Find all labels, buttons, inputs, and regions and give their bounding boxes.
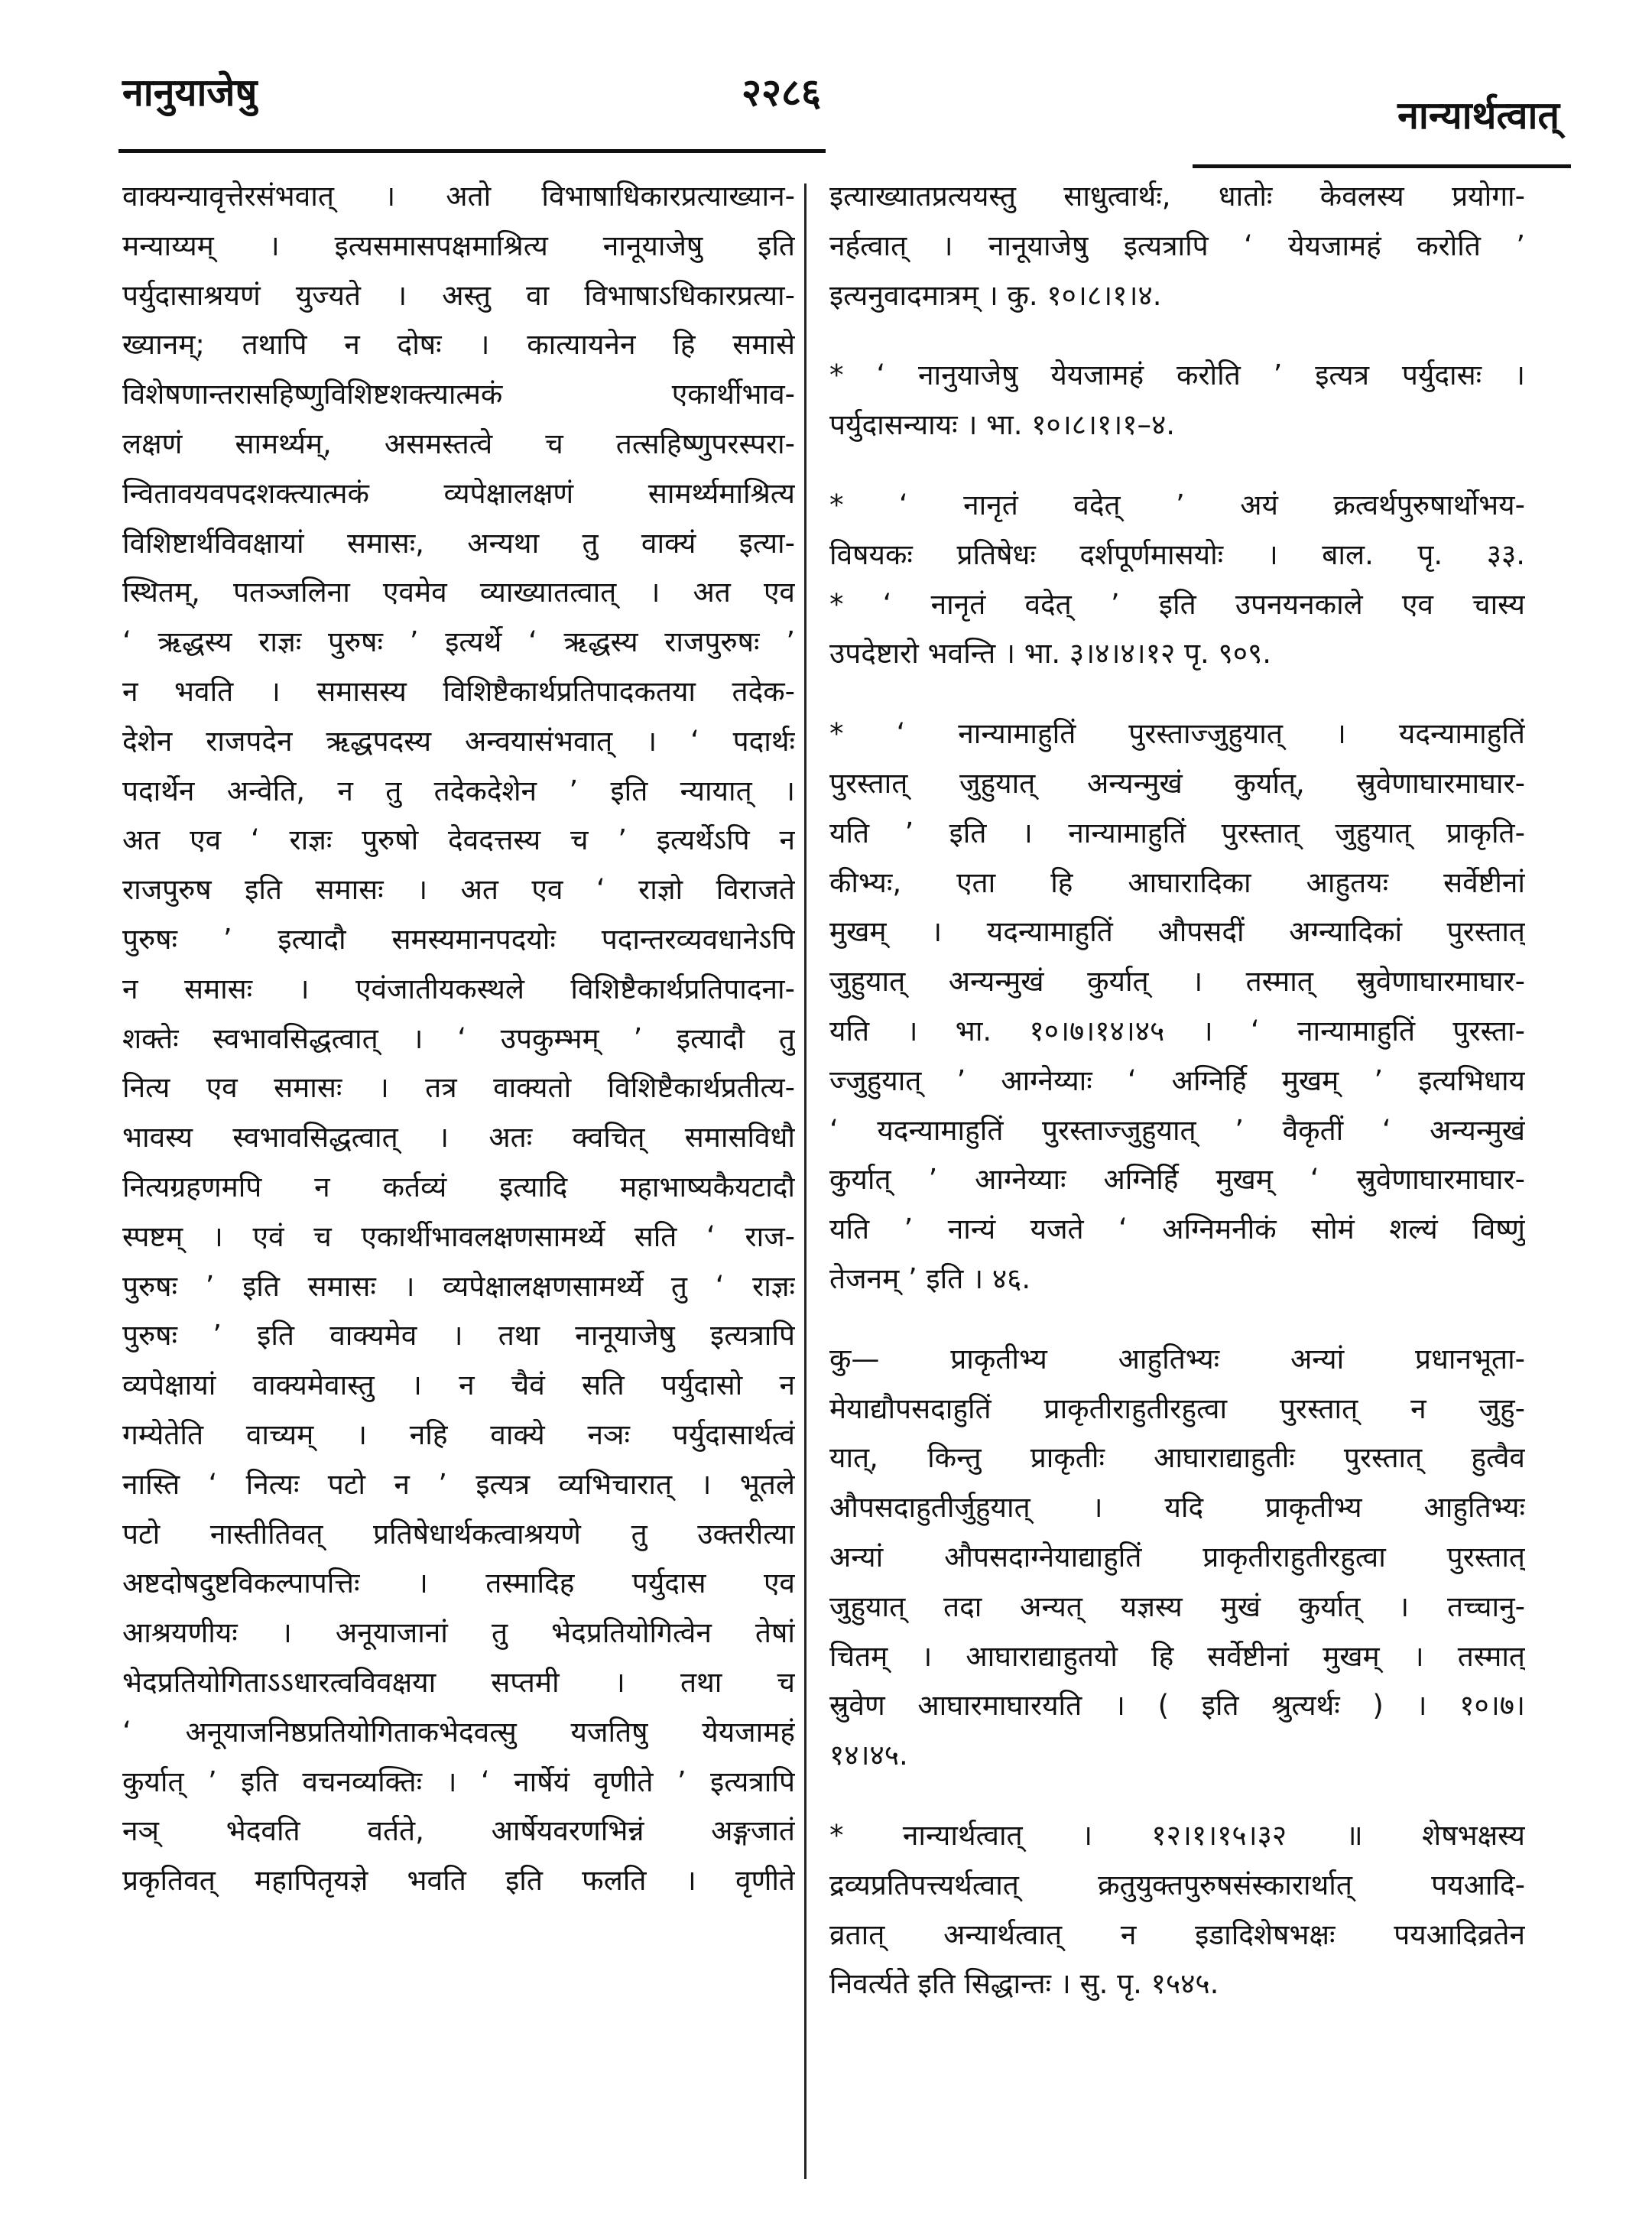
- right-column: [829, 172, 1525, 2009]
- text-line: नास्ति ‘ नित्यः पटो न ’ इत्यत्र व्यभिचारात् । भूतले: [122, 1467, 795, 1501]
- text-line: द्रव्यप्रतिपत्त्यर्थत्वात् क्रतुयुक्तपुरुषसंस्कारार्थात् पयआदि-: [829, 1868, 1525, 1901]
- entry-block: [829, 710, 1525, 1304]
- text-line: आश्रयणीयः । अनूयाजानां तु भेदप्रतियोगित्वेन तेषां: [122, 1616, 795, 1650]
- text-line: विशिष्टार्थविवक्षायां समासः, अन्यथा तु वाक्यं इत्या-: [122, 526, 795, 560]
- header-rule-right: [1193, 164, 1571, 168]
- block-gap: [829, 1304, 1525, 1335]
- left-column: [122, 172, 795, 1906]
- text-line: व्रतात् अन्यार्थत्वात् न इडादिशेषभक्षः पयआदिव्रतेन: [829, 1918, 1525, 1951]
- text-line: विषयकः प्रतिषेधः दर्शपूर्णमासयोः । बाल. पृ. ३३.: [829, 537, 1525, 571]
- text-line: मुखम् । यदन्यामाहुतिं औपसदीं अग्न्यादिकां पुरस्तात्: [829, 915, 1525, 949]
- text-line: यति । भा. १०।७।१४।४५ । ‘ नान्यामाहुतिं पुरस्ता-: [829, 1014, 1525, 1047]
- text-line: पुरस्तात् जुहुयात् अन्यन्मुखं कुर्यात्, स्रुवेणाघारमाघार-: [829, 766, 1525, 800]
- text-line: पदार्थेन अन्वेति, न तु तदेकदेशेन ’ इति न्यायात् ।: [122, 774, 795, 807]
- text-line: ख्यानम्; तथापि न दोषः । कात्यायनेन हि समासे: [122, 328, 795, 362]
- text-line: ‘ ऋद्धस्य राज्ञः पुरुषः ’ इत्यर्थे ‘ ऋद्धस्य राजपुरुषः ’: [122, 625, 795, 659]
- text-line: कीभ्यः, एता हि आघारादिका आहुतयः सर्वेष्टीनां: [829, 865, 1525, 899]
- text-line: गम्येतेति वाच्यम् । नहि वाक्ये नञः पर्युदासार्थत्वं: [122, 1418, 795, 1451]
- text-line: प्रकृतिवत् महापितृयज्ञे भवति इति फलति । वृणीते: [122, 1864, 795, 1898]
- text-line: कुर्यात् ’ आग्नेय्याः अग्निर्हि मुखम् ‘ स्रुवेणाघारमाघार-: [829, 1163, 1525, 1197]
- text-line: * ‘ नानृतं वदेत् ’ अयं क्रत्वर्थपुरुषार्थोभय-: [829, 488, 1525, 521]
- entry-block: [829, 1811, 1525, 2009]
- text-line: जुहुयात् अन्यन्मुखं कुर्यात् । तस्मात् स्रुवेणाघारमाघार-: [829, 965, 1525, 999]
- text-line: पटो नास्तीतिवत् प्रतिषेधार्थकत्वाश्रयणे तु उक्तरीत्या: [122, 1517, 795, 1551]
- text-line: यति ’ नान्यं यजते ‘ अग्निमनीकं सोमं शल्यं विष्णुं: [829, 1213, 1525, 1246]
- text-line: नित्यग्रहणमपि न कर्तव्यं इत्यादि महाभाष्यकैयटादौ: [122, 1170, 795, 1203]
- text-line: स्थितम्, पतञ्जलिना एवमेव व्याख्यातत्वात् । अत एव: [122, 576, 795, 609]
- column-divider: [804, 183, 807, 2179]
- text-line: व्यपेक्षायां वाक्यमेवास्तु । न चैवं सति पर्युदासो न: [122, 1369, 795, 1402]
- text-line: कुर्यात् ’ इति वचनव्यक्तिः । ‘ नार्षेयं वृणीते ’ इत्यत्रापि: [122, 1765, 795, 1798]
- text-line: * ‘ नानृतं वदेत् ’ इति उपनयनकाले एव चास्य: [829, 587, 1525, 621]
- text-line: इत्याख्यातप्रत्ययस्तु साधुत्वार्थः, धातोः केवलस्य प्रयोगा-: [829, 180, 1525, 213]
- text-line: कु— प्राकृतीभ्य आहुतिभ्यः अन्यां प्रधानभूता-: [829, 1342, 1525, 1375]
- entry-block: [829, 481, 1525, 679]
- text-line: नित्य एव समासः । तत्र वाक्यतो विशिष्टैकार्थप्रतीत्य-: [122, 1071, 795, 1105]
- text-line: स्रुवेण आघारमाघारयति । ( इति श्रुत्यर्थः ) । १०।७।: [829, 1689, 1525, 1723]
- text-line: भावस्य स्वभावसिद्धत्वात् । अतः क्वचित् समासविधौ: [122, 1121, 795, 1154]
- text-line: औपसदाहुतीर्जुहुयात् । यदि प्राकृतीभ्य आहुतिभ्यः: [829, 1491, 1525, 1525]
- text-line: लक्षणं सामर्थ्यम्, असमस्तत्वे च तत्सहिष्णुपरस्परा-: [122, 427, 795, 460]
- text-line: ‘ अनूयाजनिष्ठप्रतियोगिताकभेदवत्सु यजतिषु येयजामहं: [122, 1715, 795, 1749]
- page-number: २२८६: [742, 70, 821, 115]
- text-line: * ‘ नानुयाजेषु येयजामहं करोति ’ इत्यत्र पर्युदासः ।: [829, 359, 1525, 392]
- text-line: पर्युदासन्यायः । भा. १०।८।१।१–४.: [829, 408, 1176, 442]
- text-line: नर्हत्वात् । नानूयाजेषु इत्यत्रापि ‘ येयजामहं करोति ’: [829, 229, 1525, 262]
- text-line: * ‘ नान्यामाहुतिं पुरस्ताज्जुहुयात् । यदन्यामाहुतिं: [829, 717, 1525, 751]
- text-line: चितम् । आघाराद्याहुतयो हि सर्वेष्टीनां मुखम् । तस्मात्: [829, 1639, 1525, 1673]
- entry-block: [829, 1335, 1525, 1781]
- text-line: उपदेष्टारो भवन्ति । भा. ३।४।४।१२ पृ. ९०९.: [829, 637, 1271, 671]
- text-line: ज्जुहुयात् ’ आग्नेय्याः ‘ अग्निर्हि मुखम् ’ इत्यभिधाय: [829, 1064, 1525, 1097]
- text-line: अष्टदोषदुष्टविकल्पापत्तिः । तस्मादिह पर्युदास एव: [122, 1567, 795, 1600]
- header-rule-left: [118, 149, 826, 153]
- text-line: निवर्त्यते इति सिद्धान्तः । सु. पृ. १५४५.: [829, 1967, 1219, 2001]
- text-line: * नान्यार्थत्वात् । १२।१।१५।३२ ॥ शेषभक्षस्य: [829, 1818, 1525, 1852]
- text-line: पर्युदासाश्रयणं युज्यते । अस्तु वा विभाषाऽधिकारप्रत्या-: [122, 278, 795, 312]
- text-line: न समासः । एवंजातीयकस्थले विशिष्टैकार्थप्रतिपादना-: [122, 972, 795, 1005]
- text-line: राजपुरुष इति समासः । अत एव ‘ राज्ञो विराजते: [122, 873, 795, 907]
- text-line: यात्, किन्तु प्राकृतीः आघाराद्याहुतीः पुरस्तात् हुत्वैव: [829, 1441, 1525, 1475]
- block-gap: [829, 450, 1525, 481]
- text-line: तेजनम् ’ इति । ४६.: [829, 1262, 1031, 1295]
- text-line: इत्यनुवादमात्रम् । कु. १०।८।१।४.: [829, 278, 1162, 312]
- text-line: शक्तेः स्वभावसिद्धत्वात् । ‘ उपकुम्भम् ’ इत्यादौ तु: [122, 1021, 795, 1055]
- running-head-left: नानुयाजेषु: [122, 70, 258, 115]
- block-gap: [829, 1781, 1525, 1811]
- text-line: भेदप्रतियोगिताऽऽधारत्वविवक्षया सप्तमी । तथा च: [122, 1665, 795, 1699]
- entry-block: [829, 351, 1525, 450]
- text-line: न्वितावयवपदशक्त्यात्मकं व्यपेक्षालक्षणं सामर्थ्यमाश्रित्य: [122, 476, 795, 510]
- text-line: १४।४५.: [829, 1739, 908, 1772]
- text-line: विशेषणान्तरासहिष्णुविशिष्टशक्त्यात्मकं एकार्थीभाव-: [122, 378, 795, 411]
- text-line: मेयाद्यौपसदाहुतिं प्राकृतीराहुतीरहुत्वा पुरस्तात् न जुहु-: [829, 1392, 1525, 1425]
- text-line: देशेन राजपदेन ऋद्धपदस्य अन्वयासंभवात् । ‘ पदार्थः: [122, 724, 795, 758]
- text-line: न भवति । समासस्य विशिष्टैकार्थप्रतिपादकतया तदेक-: [122, 674, 795, 708]
- text-line: नञ् भेदवति वर्तते, आर्षेयवरणभिन्नं अङ्गजातं: [122, 1814, 795, 1848]
- entry-block: [829, 172, 1525, 320]
- text-line: अत एव ‘ राज्ञः पुरुषो देवदत्तस्य च ’ इत्यर्थेऽपि न: [122, 823, 795, 857]
- block-gap: [829, 679, 1525, 710]
- text-line: पुरुषः ’ इति वाक्यमेव । तथा नानूयाजेषु इत्यत्रापि: [122, 1319, 795, 1353]
- text-line: वाक्यन्यावृत्तेरसंभवात् । अतो विभाषाधिकारप्रत्याख्यान-: [122, 180, 795, 213]
- text-line: पुरुषः ’ इति समासः । व्यपेक्षालक्षणसामर्थ्ये तु ‘ राज्ञः: [122, 1269, 795, 1303]
- page-header: [115, 65, 1567, 138]
- text-line: मन्याय्यम् । इत्यसमासपक्षमाश्रित्य नानूयाजेषु इति: [122, 229, 795, 262]
- text-line: स्पष्टम् । एवं च एकार्थीभावलक्षणसामर्थ्ये सति ‘ राज-: [122, 1219, 795, 1253]
- text-line: ‘ यदन्यामाहुतिं पुरस्ताज्जुहुयात् ’ वैकृतीं ‘ अन्यन्मुखं: [829, 1113, 1525, 1147]
- block-gap: [829, 320, 1525, 351]
- text-line: अन्यां औपसदाग्नेयाद्याहुतिं प्राकृतीराहुतीरहुत्वा पुरस्तात्: [829, 1540, 1525, 1573]
- running-head-right: नान्यार्थत्वात्: [1397, 93, 1560, 138]
- text-line: जुहुयात् तदा अन्यत् यज्ञस्य मुखं कुर्यात् । तच्चानु-: [829, 1590, 1525, 1623]
- text-line: यति ’ इति । नान्यामाहुतिं पुरस्तात् जुहुयात् प्राकृति-: [829, 816, 1525, 849]
- text-line: पुरुषः ’ इत्यादौ समस्यमानपदयोः पदान्तरव्यवधानेऽपि: [122, 922, 795, 956]
